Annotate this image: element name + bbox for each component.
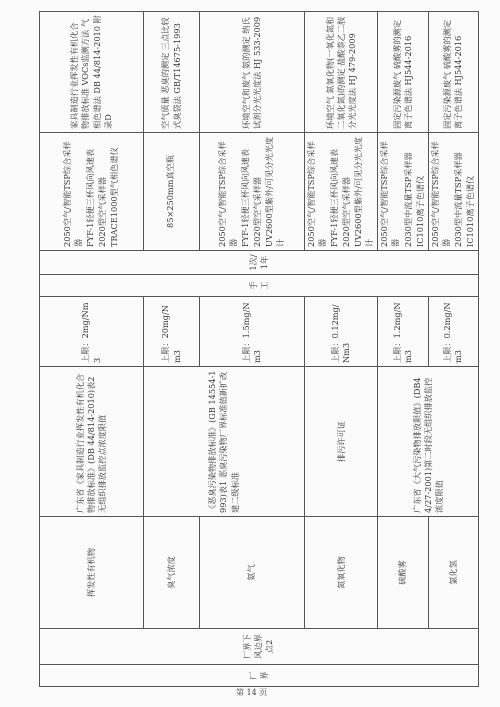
pollutant-cell: 硫酸雾 — [378, 517, 428, 629]
instrument-item: FYF-1轻便三杯风向风速表 — [329, 148, 340, 247]
instrument-cell — [305, 133, 378, 251]
page-number: 第 14 页 — [236, 688, 268, 697]
limit-cell: 上限：20mg/Nm3 — [144, 297, 200, 367]
instrument-item: FYF-1轻便三杯风向风速表 — [239, 148, 250, 247]
analysis-cell: 固定污染源废气 硫酸雾的测定 离子色谱法 HJ544-2016 — [378, 12, 428, 133]
instrument-item: 2050空气/智能TSP综合采样器 — [429, 141, 451, 247]
analysis-cell: 固定污染源废气 硫酸雾的测定 离子色谱法 HJ544-2016 — [428, 12, 478, 133]
table-row — [378, 12, 428, 687]
instrument-item: 2020型空气采样器 — [252, 177, 262, 247]
limit-cell: 上限：1.2mg/Nm3 — [378, 297, 428, 367]
instrument-item: TRACE1000型气相色谱仪 — [109, 147, 120, 247]
instrument-item: 85×250mm真空瓶 — [165, 155, 176, 228]
standard-cell: 广东省《大气污染物排放限值》(DB44/27-2001)第二时段无组织排放监控浓度限值 — [378, 367, 479, 517]
instrument-item: 2030型中流量TSP采样器 — [402, 152, 413, 247]
table-row — [144, 12, 200, 687]
pollutant-cell: 氯化氢 — [428, 517, 478, 629]
instrument-item: IC1010离子色谱仪 — [414, 175, 425, 247]
limit-cell: 上限：0.12mg/Nm3 — [305, 297, 378, 367]
standard-cell: 排污许可证 — [305, 367, 378, 517]
frequency-cell: 1次/1年 — [40, 251, 479, 275]
instrument-item: 2020型空气采样器 — [97, 177, 108, 247]
instrument-item: 2050空气/智能TSP综合采样器 — [61, 141, 83, 247]
instrument-item: FYF-1轻便三杯风向风速表 — [84, 148, 95, 247]
standard-cell: 广东省《家具制造行业挥发性有机化合物排放标准》(DB 44/814-2010)表2无组织排放监控点浓度限值 — [40, 367, 144, 517]
limit-cell: 上限：0.2mg/Nm3 — [428, 297, 478, 367]
rotated-table-container — [39, 12, 475, 687]
point-cell: 厂界下风边界点2 — [40, 629, 479, 665]
instrument-item: 2050空气/智能TSP综合采样器 — [379, 141, 401, 247]
instrument-cell — [40, 133, 144, 251]
location-cell: 厂界 — [40, 665, 479, 687]
instrument-cell — [378, 133, 428, 251]
pollutant-cell: 挥发性有机物 — [40, 517, 144, 629]
table-row — [200, 12, 305, 687]
instrument-item: 2050空气/智能TSP综合采样器 — [306, 141, 328, 247]
pollutant-cell: 臭气浓度 — [144, 517, 200, 629]
analysis-cell: 环境空气和废气 氨的测定 纳氏试剂分光光度法 HJ 533-2009 — [200, 12, 305, 133]
instrument-item: UV2600型紫外/可见分光光度计 — [353, 136, 375, 247]
pollutant-cell: 氨气 — [200, 517, 305, 629]
monitoring-table — [39, 11, 479, 687]
table-row — [428, 12, 478, 687]
method-cell: 手工 — [40, 275, 479, 297]
instrument-item: UV2600型紫外/可见分光光度计 — [264, 136, 286, 247]
pollutant-cell: 氮氧化物 — [305, 517, 378, 629]
analysis-cell: 环境空气 氮氧化物(一氧化氮和二氧化氮)的测定 盐酸萘乙二胺分光光度法 HJ 479-2009 — [305, 12, 378, 133]
analysis-cell: 家具制造行业挥发性有机化合物排放标准 VOCs监测方法 气相色谱法 DB 44/814-2010 附录D — [40, 12, 144, 133]
limit-cell: 上限：2mg/Nm3 — [40, 297, 144, 367]
instrument-cell — [200, 133, 305, 251]
instrument-item: 2030型中流量TSP采样器 — [452, 152, 463, 247]
table-row — [40, 12, 144, 687]
instrument-item: 2050空气/智能TSP综合采样器 — [216, 141, 238, 247]
instrument-item: 2020型空气采样器 — [341, 177, 352, 247]
standard-cell: 《恶臭污染物排放标准》(GB 14554-1993)表1 恶臭污染物厂界标准值新扩改建二级标准 — [144, 367, 305, 517]
limit-cell: 上限：1.5mg/Nm3 — [200, 297, 305, 367]
instrument-cell — [428, 133, 478, 251]
instrument-cell — [144, 133, 200, 251]
table-row — [305, 12, 378, 687]
instrument-item: IC1010离子色谱仪 — [464, 175, 475, 247]
analysis-cell: 空气质量 恶臭的测定 三点比较式臭袋法 GB/T14675-1993 — [144, 12, 200, 133]
